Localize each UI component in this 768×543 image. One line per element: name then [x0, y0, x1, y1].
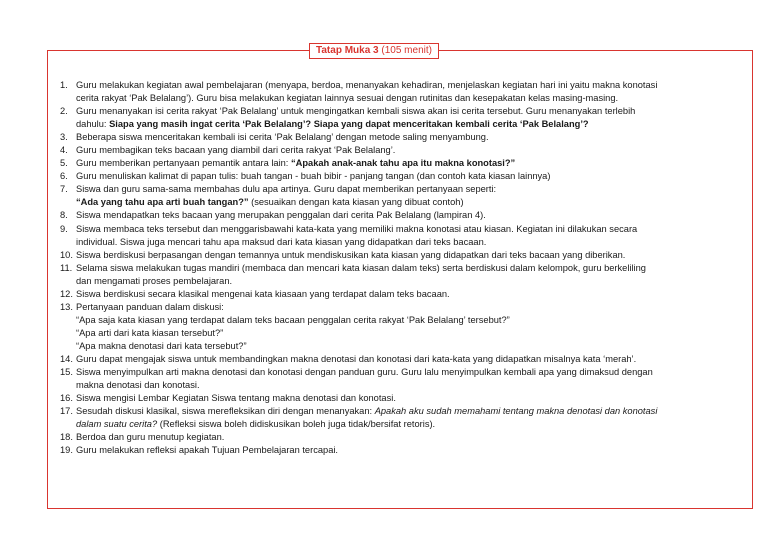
body-text: (sesuaikan dengan kata kiasan yang dibuat contoh) [248, 197, 464, 208]
body-text: Siswa membaca teks tersebut dan menggarisbawahi kata-kata yang memiliki makna konotasi atau kiasan. Kegiatan ini dilakukan secara [76, 223, 638, 234]
body-text: Siswa berdiskusi berpasangan dengan temannya untuk mendiskusikan kata kiasan yang didapatkan dari teks bacaan yang diberikan. [76, 249, 626, 260]
activity-text-line [76, 223, 750, 236]
body-text: “Apa makna denotasi dari kata tersebut?” [76, 340, 247, 351]
body-text: Beberapa siswa menceritakan kembali isi cerita ‘Pak Belalang’ dengan metode saling menyambung. [76, 132, 489, 143]
activity-number: 3. [60, 132, 68, 143]
activity-number: 2. [60, 106, 68, 117]
activity-text-line [76, 92, 750, 105]
section-title [309, 43, 439, 59]
body-text: Guru melakukan refleksi apakah Tujuan Pembelajaran tercapai. [76, 445, 339, 456]
activity-number: 11. [60, 262, 73, 273]
activity-item [60, 79, 750, 105]
section-title-main: Tatap Muka 3 [316, 45, 379, 56]
body-text: Pertanyaan panduan dalam diskusi: [76, 301, 224, 312]
activity-number: 1. [60, 80, 68, 90]
activity-text-line [76, 379, 750, 392]
body-text: Berdoa dan guru menutup kegiatan. [76, 432, 225, 443]
activity-number: 5. [60, 158, 68, 169]
activity-text-line [76, 314, 750, 327]
body-text: dan mengamati proses pembelajaran. [76, 275, 233, 286]
activity-item [60, 288, 750, 301]
activity-text-line [76, 105, 750, 118]
activity-item [60, 366, 750, 392]
body-text: Guru dapat mengajak siswa untuk membandingkan makna denotasi dan konotasi dari kata-kata yang didapatkan misalnya kata ‘merah’. [76, 353, 637, 364]
body-text: Sesudah diskusi klasikal, siswa merefleksikan diri dengan menanyakan: [76, 406, 375, 417]
activity-item [60, 105, 750, 131]
activity-item [60, 170, 750, 183]
activity-text-line [76, 353, 750, 366]
activity-text-line [76, 392, 750, 405]
activity-number: 13. [60, 301, 73, 312]
body-text: Guru melakukan kegiatan awal pembelajaran (menyapa, berdoa, menanyakan kehadiran, menjelaskan kegiatan hari ini yaitu makna konotasi [76, 80, 658, 90]
activity-number: 12. [60, 288, 73, 299]
body-text: Siswa berdiskusi secara klasikal mengenai kata kiasaan yang terdapat dalam teks bacaan. [76, 288, 450, 299]
section-title-duration: (105 menit) [378, 45, 432, 56]
activity-text-line [76, 183, 750, 196]
activity-text-line [76, 340, 750, 353]
activity-number: 17. [60, 406, 73, 417]
activity-number: 8. [60, 210, 68, 221]
activity-text-line [76, 288, 750, 301]
activity-number: 15. [60, 367, 73, 378]
activity-item [60, 431, 750, 444]
activity-text-line [76, 444, 750, 457]
activity-text-line [76, 131, 750, 144]
activity-number: 16. [60, 393, 73, 404]
activity-text-line [76, 301, 750, 314]
activity-item [60, 405, 750, 431]
activity-text-line [76, 144, 750, 157]
activity-item [60, 392, 750, 405]
activity-number: 9. [60, 223, 68, 234]
body-text: Guru menanyakan isi cerita rakyat ‘Pak Belalang’ untuk mengingatkan kembali siswa akan isi cerita tersebut. Guru menanyakan terlebih [76, 106, 636, 117]
activity-text-line [76, 209, 750, 222]
emphasis-text: “Ada yang tahu apa arti buah tangan?” [76, 197, 249, 208]
body-text: “Apa arti dari kata kiasan tersebut?” [76, 327, 224, 338]
activity-text-line [76, 196, 750, 209]
activity-item [60, 209, 750, 222]
body-text: Guru membagikan teks bacaan yang diambil dari cerita rakyat ‘Pak Belalang’. [76, 145, 396, 156]
body-text: Siswa mendapatkan teks bacaan yang merupakan penggalan dari cerita Pak Belalang (lampiran 4). [76, 210, 486, 221]
activity-text-line [76, 418, 750, 431]
body-text: cerita rakyat ‘Pak Belalang’). Guru bisa melakukan kegiatan lainnya sesuai dengan rutinitas dan kesepakatan kelas masing-masing. [76, 93, 619, 104]
body-text: dahulu: [76, 119, 110, 130]
activity-text-line [76, 405, 750, 418]
body-text: Siswa dan guru sama-sama membahas dulu apa artinya. Guru dapat memberikan pertanyaan seperti: [76, 184, 497, 195]
activity-number: 4. [60, 145, 68, 156]
activity-item [60, 157, 750, 170]
body-text: Selama siswa melakukan tugas mandiri (membaca dan mencari kata kiasan dalam teks) serta berdiskusi dalam kelompok, guru berkeliling [76, 262, 646, 273]
activity-number: 14. [60, 353, 73, 364]
activity-list [60, 79, 750, 457]
italic-text: dalam suatu cerita? [76, 419, 158, 430]
body-text: individual. Siswa juga mencari tahu apa maksud dari kata kiasan yang didapatkan dari teks bacaan. [76, 236, 487, 247]
activity-number: 10. [60, 249, 73, 260]
body-text: Siswa menyimpulkan arti makna denotasi dan konotasi dengan panduan guru. Guru lalu menyimpulkan kembali apa yang dimaksud dengan [76, 367, 653, 378]
activity-item [60, 262, 750, 288]
activity-item [60, 353, 750, 366]
activity-number: 18. [60, 432, 73, 443]
activity-text-line [76, 118, 750, 131]
body-text: (Refleksi siswa boleh didiskusikan boleh juga tidak/bersifat retoris). [157, 419, 436, 430]
activity-item [60, 131, 750, 144]
activity-number: 19. [60, 445, 73, 456]
activity-text-line [76, 157, 750, 170]
activity-item [60, 301, 750, 353]
activity-number: 7. [60, 184, 68, 195]
activity-item [60, 444, 750, 457]
body-text: makna denotasi dan konotasi. [76, 380, 200, 391]
body-text: Siswa mengisi Lembar Kegiatan Siswa tentang makna denotasi dan konotasi. [76, 393, 396, 404]
activity-text-line [76, 431, 750, 444]
italic-text: Apakah aku sudah memahami tentang makna denotasi dan konotasi [374, 406, 658, 417]
activity-item [60, 183, 750, 209]
activity-text-line [76, 327, 750, 340]
emphasis-text: Siapa yang masih ingat cerita ‘Pak Belalang’? Siapa yang dapat menceritakan kembali cerita ‘Pak Belalang’? [109, 119, 589, 130]
activity-item [60, 223, 750, 249]
activity-text-line [76, 366, 750, 379]
activity-number: 6. [60, 171, 68, 182]
activity-item [60, 249, 750, 262]
emphasis-text: “Apakah anak-anak tahu apa itu makna konotasi?” [290, 158, 516, 169]
activity-text-line [76, 275, 750, 288]
activity-item [60, 144, 750, 157]
activity-text-line [76, 236, 750, 249]
body-text: “Apa saja kata kiasan yang terdapat dalam teks bacaan penggalan cerita rakyat ‘Pak Belalang’ tersebut?” [76, 314, 510, 325]
activity-text-line [76, 262, 750, 275]
body-text: Guru menuliskan kalimat di papan tulis: buah tangan - buah bibir - panjang tangan (dan contoh kata kiasan lainnya) [76, 171, 551, 182]
activity-text-line [76, 79, 750, 92]
activity-text-line [76, 249, 750, 262]
body-text: Guru memberikan pertanyaan pemantik antara lain: [76, 158, 291, 169]
activity-text-line [76, 170, 750, 183]
